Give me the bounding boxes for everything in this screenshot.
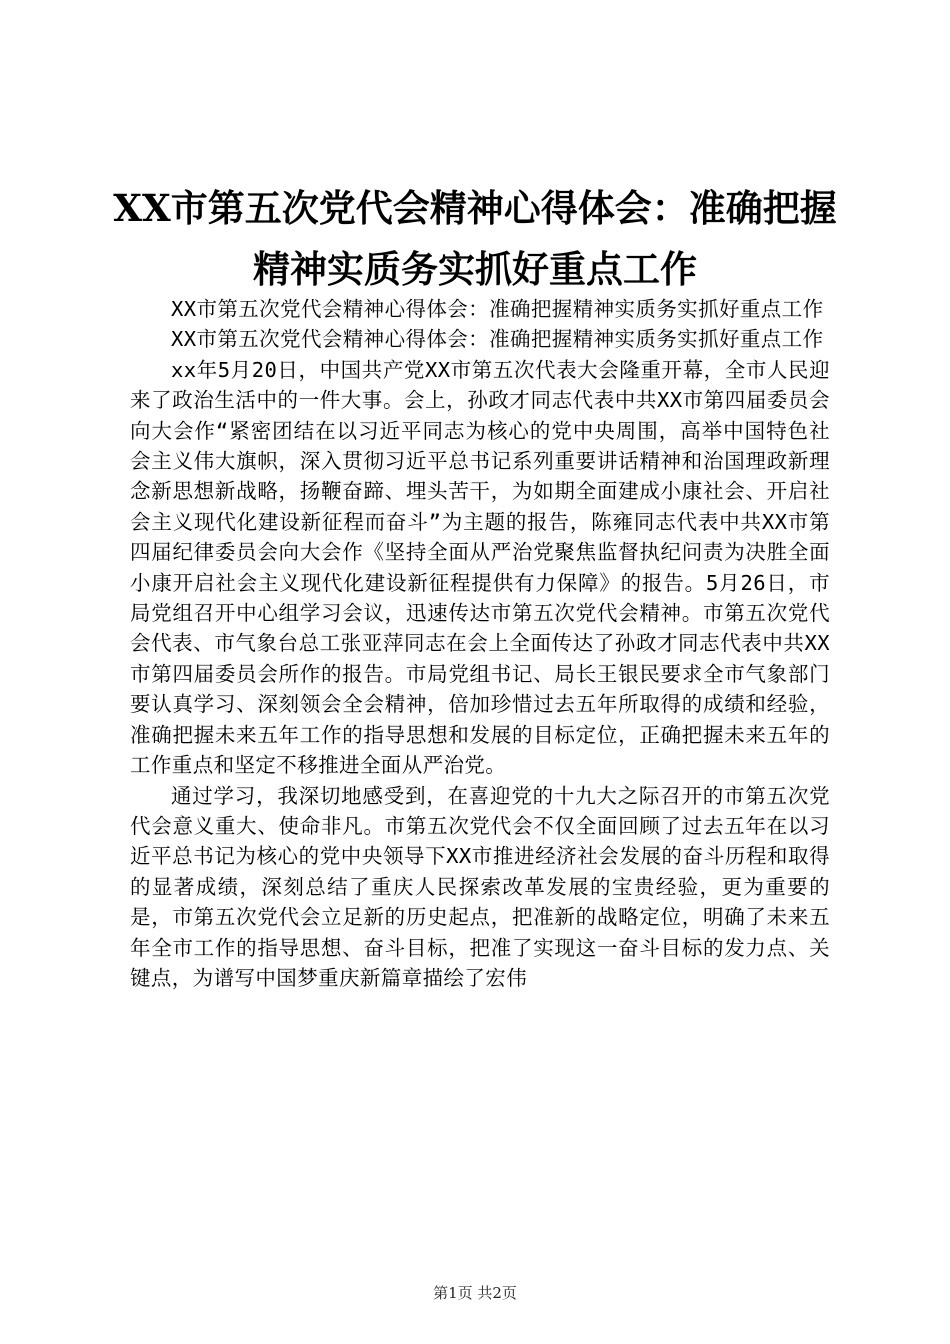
paragraph-4: 通过学习，我深切地感受到，在喜迎党的十九大之际召开的市第五次党代会意义重大、使命非凡。市第五次党代会不仅全面回顾了过去五年在以习近平总书记为核心的党中央领导下XX市推进经济社会发展的奋斗历程和取得的显著成绩，深刻总结了重庆人民探索改革发展的宝贵经验，更为重要的是，市第五次党代会立足新的历史起点，把准新的战略定位，明确了未来五年全市工作的指导思想、奋斗目标，把准了实现这一奋斗目标的发力点、关键点，为谱写中国梦重庆新篇章描绘了宏伟 bbox=[130, 783, 830, 990]
document-title-line2: 精神实质务实抓好重点工作 bbox=[253, 247, 697, 291]
document-body bbox=[130, 294, 830, 993]
paragraph-2: XX市第五次党代会精神心得体会：准确把握精神实质务实抓好重点工作 bbox=[171, 327, 824, 352]
page-footer: 第1页 共2页 bbox=[433, 1284, 517, 1302]
paragraph-1: XX市第五次党代会精神心得体会：准确把握精神实质务实抓好重点工作 bbox=[171, 297, 824, 321]
document-title-line1: XX市第五次党代会精神心得体会：准确把握 bbox=[113, 186, 837, 230]
paragraph-3: xx年5月20日，中国共产党XX市第五次代表大会隆重开幕，全市人民迎来了政治生活中的一件大事。会上，孙政才同志代表中共XX市第四届委员会向大会作“紧密团结在以习近平同志为核心的党中央周围，高举中国特色社会主义伟大旗帜，深入贯彻习近平总书记系列重要讲话精神和治国理政新理念新思想新战略，扬鞭奋蹄、埋头苦干，为如期全面建成小康社会、开启社会主义现代化建设新征程而奋斗”为主题的报告，陈雍同志代表中共XX市第四届纪律委员会向大会作《坚持全面从严治党聚焦监督执纪问责为决胜全面小康开启社会主义现代化建设新征程提供有力保障》的报告。5月26日，市局党组召开中心组学习会议，迅速传达市第五次党代会精神。市第五次党代会代表、市气象台总工张亚萍同志在会上全面传达了孙政才同志代表中共XX市第四届委员会所作的报告。市局党组书记、局长王银民要求全市气象部门要认真学习、深刻领会全会精神，倍加珍惜过去五年所取得的成绩和经验，准确把握未来五年工作的指导思想和发展的目标定位，正确把握未来五年的工作重点和坚定不移推进全面从严治党。 bbox=[130, 357, 830, 778]
